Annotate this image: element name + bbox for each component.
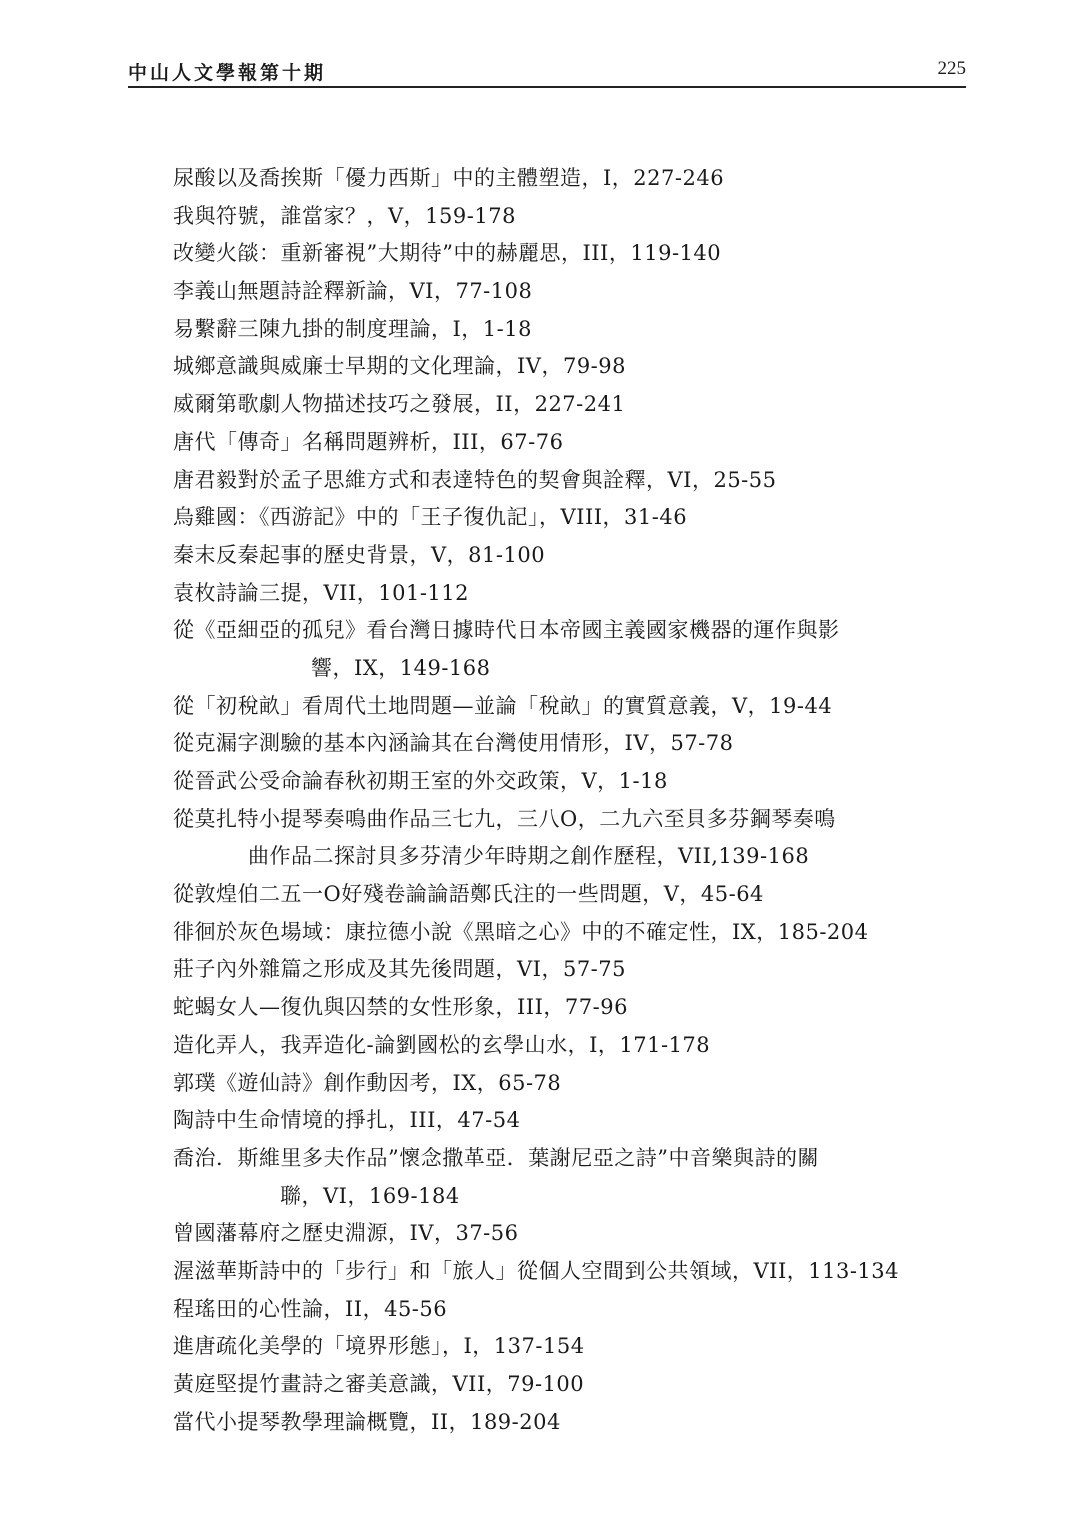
index-entry	[173, 424, 973, 462]
entry-text: 從莫扎特小提琴奏鳴曲作品三七九，三八O，二九六至貝多芬鋼琴奏鳴	[173, 806, 836, 831]
index-entry	[173, 1366, 973, 1404]
index-entry	[173, 386, 973, 424]
index-entry	[173, 876, 973, 914]
entry-text: 烏雞國：《西游記》中的「王子復仇記」，VIII，31-46	[173, 505, 688, 530]
index-entry	[173, 1215, 973, 1253]
index-entry	[173, 1328, 973, 1366]
index-entry	[173, 537, 973, 575]
entry-text: 進唐疏化美學的「境界形態」，I，137-154	[173, 1334, 585, 1359]
entry-text: 威爾第歌劇人物描述技巧之發展，II，227-241	[173, 392, 626, 417]
entry-text: 從敦煌伯二五一O好殘卷論論語鄭氏注的一些問題，V，45-64	[173, 882, 764, 907]
index-entry	[173, 951, 973, 989]
entry-text: 郭璞《遊仙詩》創作動因考，IX，65-78	[173, 1070, 562, 1095]
entry-text-continuation: 聯，VI，169-184	[280, 1183, 460, 1208]
entry-text: 黃庭堅提竹畫詩之審美意識，VII，79-100	[173, 1372, 585, 1396]
entry-text: 從克漏字測驗的基本內涵論其在台灣使用情形，IV，57-78	[173, 731, 734, 756]
entry-text: 當代小提琴教學理論概覽，II，189-204	[173, 1409, 561, 1434]
entry-text-continuation: 曲作品二探討貝多芬清少年時期之創作歷程，VII,139-168	[248, 844, 810, 869]
entry-text: 曾國藩幕府之歷史淵源，IV，37-56	[173, 1221, 519, 1246]
index-entry	[173, 1291, 973, 1329]
entry-text: 渥滋華斯詩中的「步行」和「旅人」從個人空間到公共領域，VII，113-134	[173, 1258, 900, 1283]
entry-text: 從晉武公受命論春秋初期王室的外交政策，V，1-18	[173, 769, 668, 793]
index-entry	[173, 499, 973, 537]
entry-text: 造化弄人，我弄造化-論劉國松的玄學山水，I，171-178	[173, 1032, 711, 1057]
index-entry	[173, 1140, 973, 1215]
index-entry	[173, 1102, 973, 1140]
index-entry	[173, 235, 973, 273]
index-entry	[173, 725, 973, 763]
index-entry	[173, 198, 973, 236]
entry-text: 李義山無題詩詮釋新論，VI，77-108	[173, 279, 533, 304]
running-header	[128, 52, 966, 88]
index-entry	[173, 160, 973, 198]
index-entry	[173, 688, 973, 726]
index-entry	[173, 575, 973, 613]
entry-text: 徘徊於灰色場域：康拉德小說《黑暗之心》中的不確定性，IX，185-204	[173, 919, 869, 944]
entry-text: 喬治．斯維里多夫作品”懷念撒革亞．葉謝尼亞之詩”中音樂與詩的關	[173, 1145, 819, 1170]
index-entry	[173, 348, 973, 386]
entry-text-continuation: 響，IX，149-168	[311, 655, 491, 680]
entry-text: 改變火燄：重新審視”大期待”中的赫麗思，III，119-140	[173, 241, 722, 266]
entry-text: 城鄉意識與威廉士早期的文化理論，IV，79-98	[173, 354, 626, 379]
index-entry	[173, 1027, 973, 1065]
entry-text: 莊子內外雜篇之形成及其先後問題，VI，57-75	[173, 957, 626, 982]
index-entry	[173, 1404, 973, 1442]
entry-text: 易繫辭三陳九掛的制度理論，I，1-18	[173, 316, 532, 341]
entry-text: 程瑤田的心性論，II，45-56	[173, 1296, 448, 1321]
page-number: 225	[937, 58, 966, 79]
entry-text: 我與符號，誰當家？，V，159-178	[173, 203, 516, 228]
entry-text: 袁枚詩論三提，VII，101-112	[173, 580, 470, 605]
entry-text: 從《亞細亞的孤兒》看台灣日據時代日本帝國主義國家機器的運作與影	[173, 618, 840, 643]
article-index-list	[173, 160, 973, 1441]
index-entry	[173, 989, 973, 1027]
index-entry	[173, 801, 973, 876]
journal-title: 中山人文學報第十期	[128, 62, 327, 84]
index-entry	[173, 1253, 973, 1291]
index-entry	[173, 311, 973, 349]
entry-text: 陶詩中生命情境的掙扎，III，47-54	[173, 1108, 521, 1133]
index-entry	[173, 914, 973, 952]
entry-text: 唐君毅對於孟子思維方式和表達特色的契會與詮釋，VI，25-55	[173, 467, 777, 492]
index-entry	[173, 612, 973, 687]
index-entry	[173, 763, 973, 801]
index-entry	[173, 462, 973, 500]
entry-text: 唐代「傳奇」名稱問題辨析，III，67-76	[173, 429, 564, 454]
index-entry	[173, 273, 973, 311]
entry-text: 蛇蝎女人—復仇與囚禁的女性形象，III，77-96	[173, 995, 628, 1020]
entry-text: 秦末反秦起事的歷史背景，V，81-100	[173, 542, 546, 567]
index-entry	[173, 1065, 973, 1103]
entry-text: 尿酸以及喬挨斯「優力西斯」中的主體塑造，I，227-246	[173, 166, 725, 190]
entry-text: 從「初稅畝」看周代土地問題—並論「稅畝」的實質意義，V，19-44	[173, 693, 833, 718]
